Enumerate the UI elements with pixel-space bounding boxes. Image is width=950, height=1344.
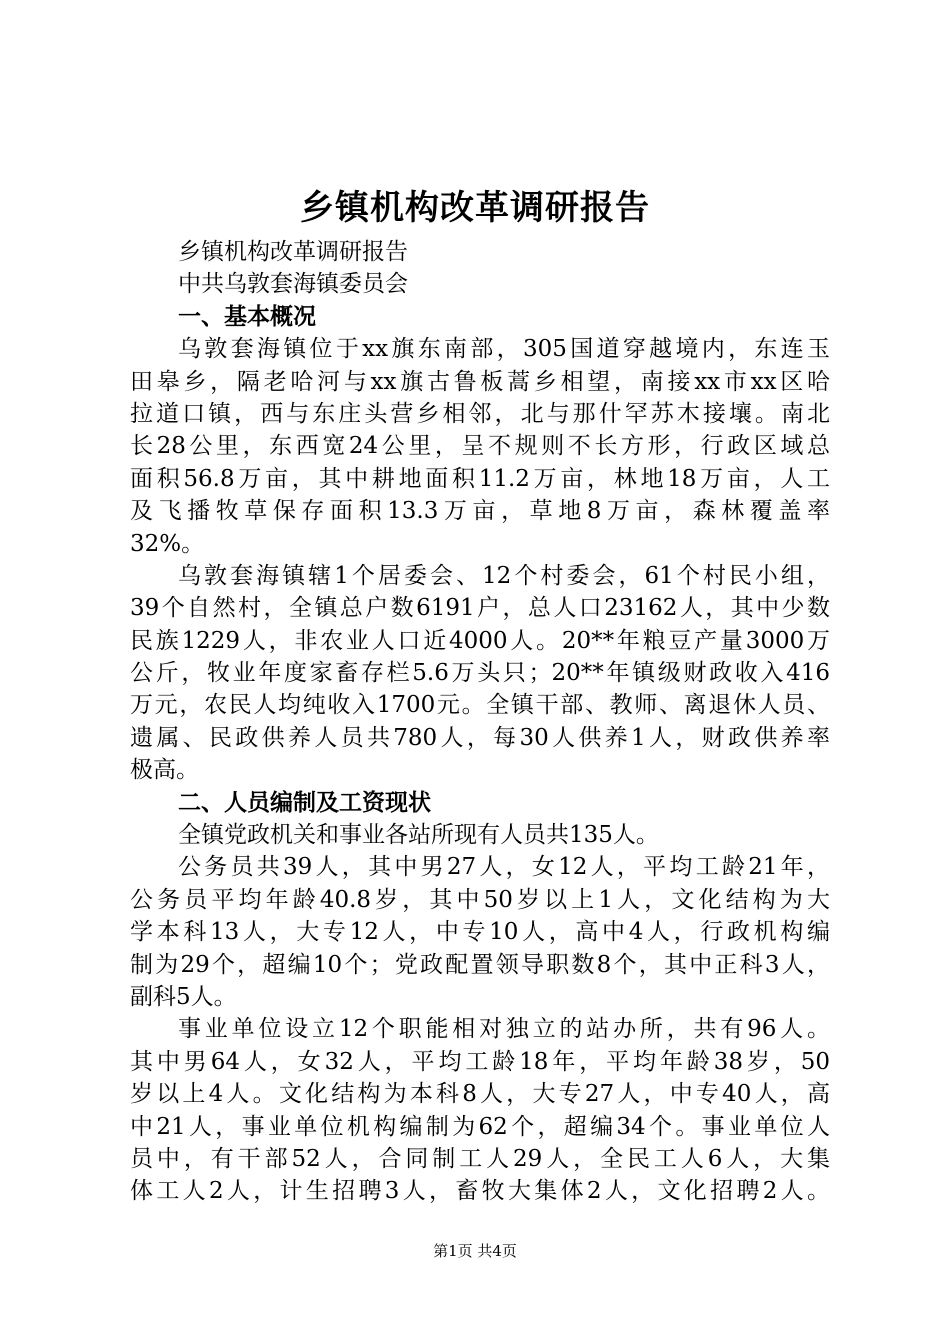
paragraph-location bbox=[130, 333, 830, 560]
text-line: 全镇党政机关和事业各站所现有人员共135人。 bbox=[178, 822, 659, 849]
section-heading-staffing: 二、人员编制及工资现状 bbox=[178, 789, 431, 816]
text-line: 乌敦套海镇位于xx旗东南部，305国道穿越境内，东连玉 bbox=[178, 336, 830, 363]
text-line: 岁以上4人。文化结构为本科8人，大专27人，中专40人，高 bbox=[130, 1081, 830, 1108]
page-number: 第1页 共4页 bbox=[433, 1242, 517, 1260]
document-author: 中共乌敦套海镇委员会 bbox=[178, 271, 408, 298]
paragraph-public-institutions bbox=[130, 1013, 830, 1207]
text-line: 学本科13人，大专12人，中专10人，高中4人，行政机构编 bbox=[130, 919, 830, 946]
text-line: 遗属、民政供养人员共780人，每30人供养1人，财政供养率 bbox=[130, 724, 830, 751]
document-subtitle: 乡镇机构改革调研报告 bbox=[178, 239, 408, 265]
text-line: 体工人2人，计生招聘3人，畜牧大集体2人，文化招聘2人。 bbox=[130, 1178, 830, 1205]
text-line: 32%。 bbox=[130, 530, 205, 557]
text-line: 其中男64人，女32人，平均工龄18年，平均年龄38岁，50 bbox=[130, 1048, 830, 1075]
text-line: 万元，农民人均纯收入1700元。全镇干部、教师、离退休人员、 bbox=[130, 692, 830, 719]
text-line: 乌敦套海镇辖1个居委会、12个村委会，61个村民小组， bbox=[178, 562, 830, 589]
text-line: 副科5人。 bbox=[130, 983, 237, 1010]
text-line: 39个自然村，全镇总户数6191户，总人口23162人，其中少数 bbox=[130, 595, 830, 622]
text-line: 公务员共39人，其中男27人，女12人，平均工龄21年， bbox=[178, 854, 830, 881]
text-line: 长28公里，东西宽24公里，呈不规则不长方形，行政区域总 bbox=[130, 433, 830, 460]
paragraph-population bbox=[130, 560, 830, 787]
document-title: 乡镇机构改革调研报告 bbox=[300, 188, 650, 228]
text-line: 公斤，牧业年度家畜存栏5.6万头只；20**年镇级财政收入416 bbox=[130, 660, 830, 687]
text-line: 制为29个，超编10个；党政配置领导职数8个，其中正科3人， bbox=[130, 951, 830, 978]
text-line: 及飞播牧草保存面积13.3万亩，草地8万亩，森林覆盖率 bbox=[130, 498, 830, 525]
paragraph-total-staff bbox=[130, 819, 830, 851]
text-line: 中21人，事业单位机构编制为62个，超编34个。事业单位人 bbox=[130, 1113, 830, 1140]
text-line: 拉道口镇，西与东庄头营乡相邻，北与那什罕苏木接壤。南北 bbox=[130, 400, 830, 427]
text-line: 极高。 bbox=[130, 757, 199, 784]
paragraph-civil-servants bbox=[130, 851, 830, 1013]
text-line: 事业单位设立12个职能相对独立的站办所，共有96人。 bbox=[178, 1016, 830, 1043]
document-body bbox=[130, 236, 830, 1208]
text-line: 公务员平均年龄40.8岁，其中50岁以上1人，文化结构为大 bbox=[130, 886, 830, 913]
text-line: 面积56.8万亩，其中耕地面积11.2万亩，林地18万亩，人工 bbox=[130, 465, 830, 492]
section-heading-basic-overview: 一、基本概况 bbox=[178, 303, 316, 330]
text-line: 民族1229人，非农业人口近4000人。20**年粮豆产量3000万 bbox=[130, 627, 830, 654]
text-line: 田皋乡，隔老哈河与xx旗古鲁板蒿乡相望，南接xx市xx区哈 bbox=[130, 368, 830, 395]
text-line: 员中，有干部52人，合同制工人29人，全民工人6人，大集 bbox=[130, 1145, 830, 1172]
